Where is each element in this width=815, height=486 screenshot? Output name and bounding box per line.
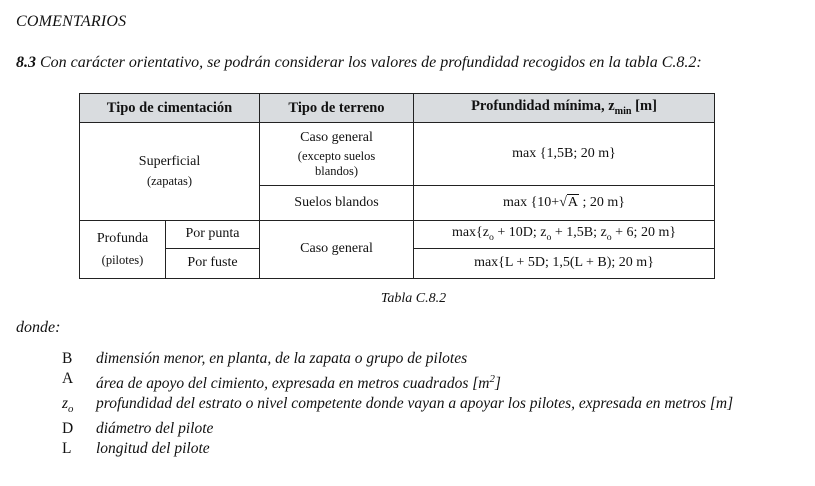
cell-suelos-blandos: Suelos blandos	[260, 186, 414, 221]
definition-symbol: L	[62, 440, 72, 458]
section-heading: COMENTARIOS	[16, 13, 127, 30]
definition-item	[62, 349, 802, 369]
foundation-depth-table	[79, 93, 715, 279]
header-tipo-cimentacion: Tipo de cimentación	[80, 94, 260, 123]
definition-tail: ]	[494, 375, 501, 393]
cell-caso-general-profunda: Caso general	[260, 221, 414, 279]
definition-symbol: B	[62, 350, 73, 367]
intro-text: Con carácter orientativo, se podrán considerar los valores de profundidad recogidos en la tabla C.8.2:	[40, 54, 702, 71]
definition-sup: 2	[489, 373, 495, 385]
suelos-blandos-prefix: max {10+	[502, 194, 560, 210]
definition-text: longitud del pilote	[96, 440, 210, 458]
donde-label: donde:	[16, 319, 61, 336]
definition-text: dimensión menor, en planta, de la zapata o grupo de pilotes	[96, 350, 468, 367]
caso-general-label: Caso general	[300, 130, 373, 146]
definition-symbol	[62, 394, 96, 419]
punta-part-2: + 10D; z	[493, 225, 547, 241]
punta-part-4: + 6; 20 m}	[611, 225, 677, 241]
definition-symbol: A	[62, 370, 74, 387]
table-row	[80, 221, 715, 249]
punta-sub-1: o	[488, 232, 494, 244]
definition-symbol-base: z	[62, 395, 69, 413]
definition-text: profundidad del estrato o nivel competente donde vayan a apoyar los pilotes, expresada en metros [m]	[96, 395, 734, 413]
header-profundidad-sub: min	[614, 106, 632, 118]
cell-profunda	[80, 221, 166, 279]
definition-item	[62, 439, 802, 459]
definition-text: área de apoyo del cimiento, expresada en metros cuadrados [m	[96, 375, 490, 393]
sqrt-symbol: √	[559, 194, 567, 210]
punta-part-3: + 1,5B; z	[551, 225, 607, 241]
definition-symbol: D	[62, 420, 74, 438]
header-tipo-terreno: Tipo de terreno	[260, 94, 414, 123]
cell-suelos-blandos-value	[414, 186, 715, 221]
table-caption-text: Tabla C.8.2	[380, 291, 447, 306]
table-header-row	[80, 94, 715, 123]
table-row	[80, 123, 715, 186]
definition-item	[62, 419, 802, 439]
caso-general-note: (excepto suelos blandos)	[297, 149, 376, 178]
punta-part-1: max{z	[451, 225, 489, 241]
cell-fuste-value: max{L + 5D; 1,5(L + B); 20 m}	[414, 249, 715, 279]
header-profundidad-unit: [m]	[635, 98, 657, 115]
sqrt-radicand: A	[567, 194, 579, 210]
definition-text-wrap	[96, 369, 802, 394]
definition-text: diámetro del pilote	[96, 420, 214, 438]
intro-paragraph	[16, 54, 702, 72]
cell-punta-value	[414, 221, 715, 249]
cell-superficial	[80, 123, 260, 221]
suelos-blandos-suffix: ; 20 m}	[579, 194, 626, 210]
superficial-sublabel: (zapatas)	[146, 174, 193, 189]
punta-sub-2: o	[546, 232, 552, 244]
definition-symbol-sub: o	[68, 403, 74, 416]
header-profundidad	[414, 94, 715, 123]
definitions-list	[62, 349, 802, 459]
superficial-label: Superficial	[138, 154, 201, 170]
definition-item	[62, 369, 802, 394]
cell-caso-general-value: max {1,5B; 20 m}	[414, 123, 715, 186]
header-profundidad-label: Profundidad mínima, z	[471, 98, 615, 115]
profunda-sublabel: (pilotes)	[101, 253, 144, 268]
cell-por-punta: Por punta	[166, 221, 260, 249]
profunda-label: Profunda	[96, 231, 149, 247]
definition-item	[62, 394, 802, 419]
cell-por-fuste: Por fuste	[166, 249, 260, 279]
cell-caso-general-superficial	[260, 123, 414, 186]
punta-sub-3: o	[606, 232, 612, 244]
clause-number: 8.3	[16, 54, 36, 71]
table-caption	[0, 291, 815, 307]
